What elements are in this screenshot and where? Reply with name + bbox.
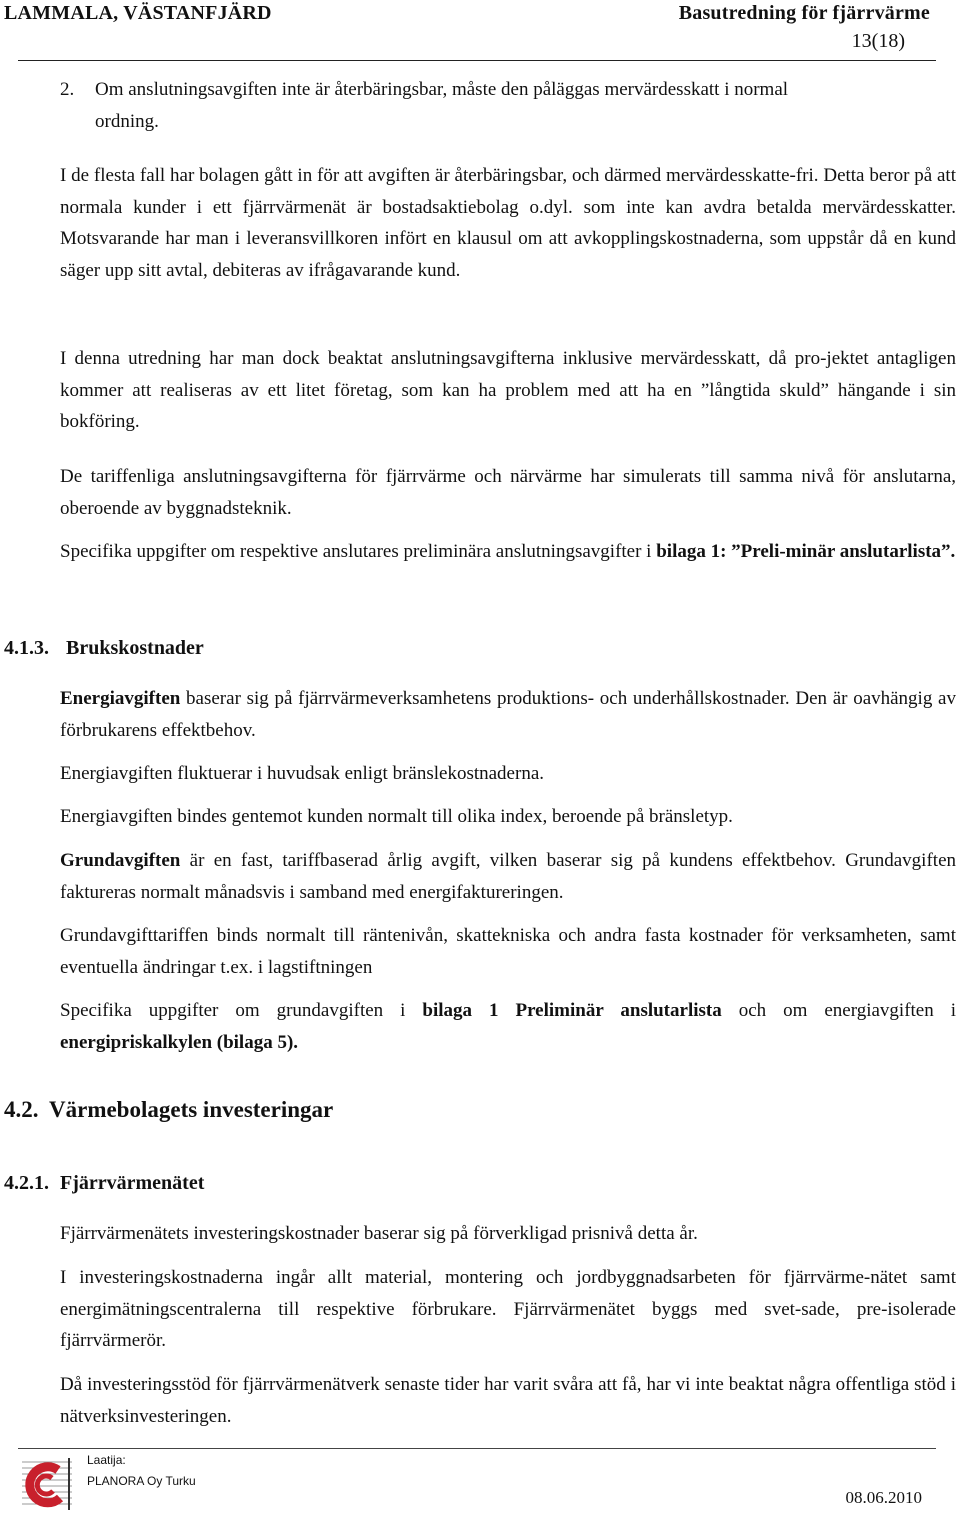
term-energy-fee: Energiavgiften [60,688,181,709]
ref-text: Specifika uppgifter om respektive anslutares preliminära anslutningsavgifter i [60,541,657,562]
ref-text-2: och om energiavgiften i [721,1000,956,1021]
section-number: 4.2. [4,1097,39,1122]
paragraph-basic-fee-tariff: Grundavgifttariffen binds normalt till räntenivån, skattekniska och andra fasta kostnader för verksamheten, samt eventuella ändringar t.ex. i lagstiftningen [60,925,956,978]
paragraph-investment-scope: I investeringskostnaderna ingår allt material, montering och jordbyggnadsarbeten för fjärrvärme-nätet samt energimätningscentralerna till respektive förbrukare. Fjärrvärmenätet byggs med svet-sade, pre-isolerade fjärrvärmerör. [60,1267,956,1351]
section-number: 4.1.3. [4,637,49,659]
paragraph-connection-fees-ref [60,536,956,568]
list-item-text [95,74,955,137]
paragraph-energy-index: Energiavgiften bindes gentemot kunden normalt till olika index, beroende på bränsletyp. [60,806,733,827]
section-number: 4.2.1. [4,1172,49,1194]
term-basic-fee: Grundavgiften [60,850,181,871]
footer-label: Laatija: [87,1453,126,1467]
appendix-reference-1: bilaga 1 Preliminär anslutarlista [422,1000,722,1021]
paragraph-basic-fee [60,845,956,908]
appendix-reference: bilaga 1: ”Preli-minär anslutarlista”. [656,541,956,562]
paragraph-tariff-simulation: De tariffenliga anslutningsavgifterna för fjärrvärme och närvärme har simulerats till samma nivå för anslutarna, oberoende av byggnadsteknik. [60,466,956,519]
page-number: 13(18) [851,30,905,52]
footer-date: 08.06.2010 [845,1488,922,1507]
paragraph-energy-fluctuation: Energiavgiften fluktuerar i huvudsak enligt bränslekostnaderna. [60,763,544,784]
list-number: 2. [60,79,75,100]
header-right: Basutredning för fjärrvärme [678,2,930,24]
paragraph-energy-fee [60,683,956,746]
list-item-line2: ordning. [95,110,159,132]
paragraph-fee-references [60,995,956,1058]
ref-text-1: Specifika uppgifter om grundavgiften i [60,1000,423,1021]
paragraph-investment-support: Då investeringsstöd för fjärrvärmenätverk senaste tider har varit svåra att få, har vi inte beaktat några offentliga stöd i nätverksinvesteringen. [60,1374,956,1427]
paragraph-vat-refundable: I de flesta fall har bolagen gått in för att avgiften är återbäringsbar, och därmed mervärdesskatte-fri. Detta beror på att normala kunder i ett fjärrvärmenät är bostadsaktiebolag o.dyl. som inte kan avdra betalda mervärdesskatter. Motsvarande har man i leveransvillkoren infört en klausul om att avkopplingskostnaderna, som uppstår då en kund säger upp sitt avtal, debiteras av ifrågavarande kund. [60,165,956,281]
header-left: LAMMALA, VÄSTANFJÄRD [4,2,272,24]
planora-logo-icon [22,1458,72,1510]
footer-rule [18,1448,936,1449]
basic-fee-text: är en fast, tariffbaserad årlig avgift, vilken baserar sig på kundens effektbehov. Grundavgiften faktureras normalt månadsvis i samband med energifaktureringen. [60,850,956,903]
energy-fee-text: baserar sig på fjärrvärmeverksamhetens produktions- och underhållskostnader. Den är oavhängig av förbrukarens effektbehov. [60,688,956,741]
appendix-reference-5: energipriskalkylen (bilaga 5). [60,1031,299,1053]
paragraph-investment-prices: Fjärrvärmenätets investeringskostnader baserar sig på förverkligad prisnivå detta år. [60,1223,698,1244]
list-item-line1: Om anslutningsavgiften inte är återbäringsbar, måste den påläggas mervärdesskatt i normal [95,79,789,100]
paragraph-vat-included: I denna utredning har man dock beaktat anslutningsavgifterna inklusive mervärdesskatt, då pro-jektet antagligen kommer att realiseras av ett litet företag, som kan ha problem med att ha en ”långtida skuld” hängande i sin bokföring. [60,348,956,432]
header-rule [18,60,936,61]
section-title: Brukskostnader [66,637,204,659]
section-title: Värmebolagets investeringar [49,1097,334,1122]
footer-company: PLANORA Oy Turku [87,1474,196,1488]
section-title: Fjärrvärmenätet [60,1172,205,1194]
